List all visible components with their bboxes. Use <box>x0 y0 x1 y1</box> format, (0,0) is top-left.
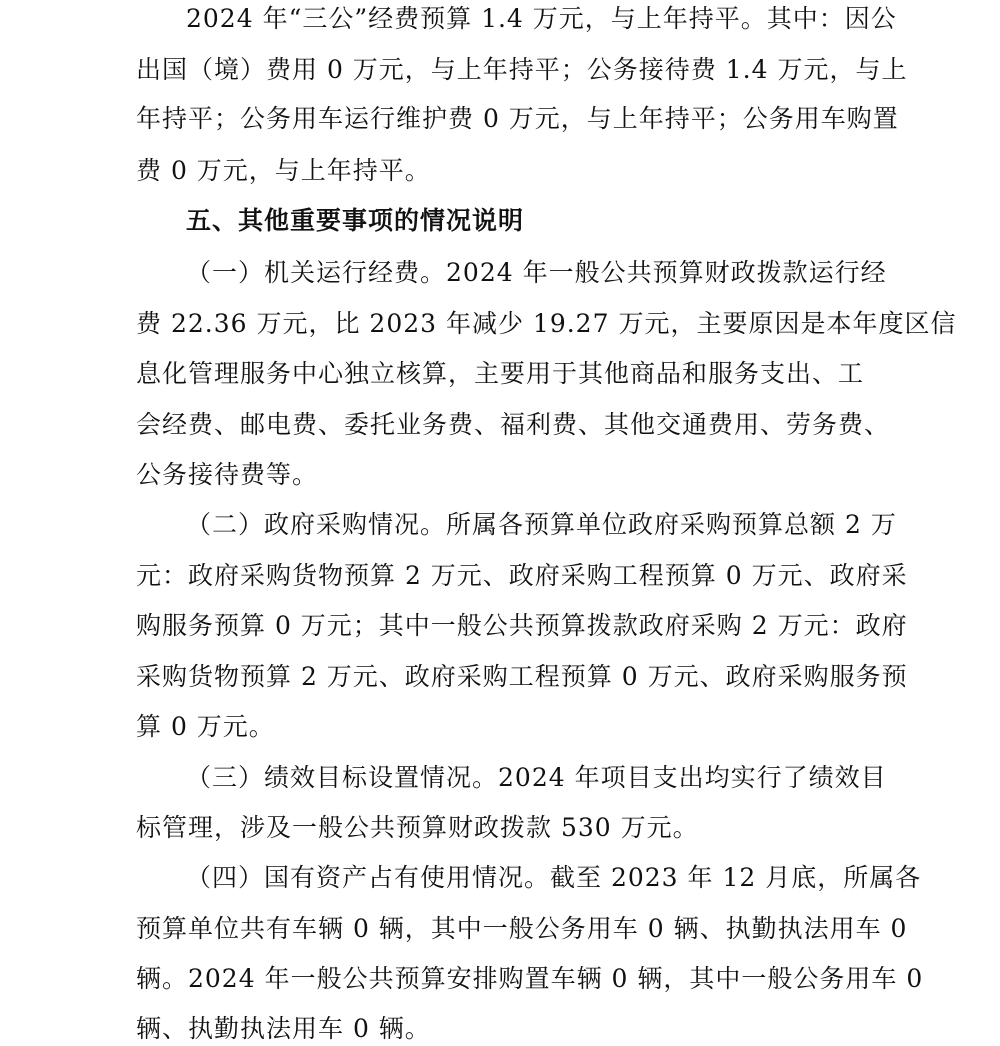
item-2-title: （二）政府采购情况。 <box>186 510 447 539</box>
paragraph-line: 算 0 万元。 <box>136 712 275 741</box>
paragraph-line: 购服务预算 0 万元；其中一般公共预算拨款政府采购 2 万元：政府 <box>136 611 908 640</box>
item-3-title: （三）绩效目标设置情况。 <box>186 763 499 792</box>
paragraph-line: 公务接待费等。 <box>136 460 319 489</box>
paragraph-line: 会经费、邮电费、委托业务费、福利费、其他交通费用、劳务费、 <box>136 410 891 439</box>
item-1-title: （一）机关运行经费。 <box>186 258 447 287</box>
paragraph-line: 息化管理服务中心独立核算，主要用于其他商品和服务支出、工 <box>136 359 865 388</box>
item-2-first-line <box>186 508 897 542</box>
paragraph-line: 出国（境）费用 0 万元，与上年持平；公务接待费 1.4 万元，与上 <box>136 55 908 84</box>
item-2-text: 所属各预算单位政府采购预算总额 2 万 <box>446 510 897 539</box>
item-3-text: 2024 年项目支出均实行了绩效目 <box>498 763 887 792</box>
paragraph-line: 采购货物预算 2 万元、政府采购工程预算 0 万元、政府采购服务预 <box>136 662 908 691</box>
item-3-first-line <box>186 761 887 795</box>
paragraph-line: 2024 年“三公”经费预算 1.4 万元，与上年持平。其中：因公 <box>186 4 897 33</box>
item-4-text: 截至 2023 年 12 月底，所属各 <box>550 863 922 892</box>
paragraph-line: 年持平；公务用车运行维护费 0 万元，与上年持平；公务用车购置 <box>136 104 899 133</box>
paragraph-line: 预算单位共有车辆 0 辆，其中一般公务用车 0 辆、执勤执法用车 0 <box>136 914 908 943</box>
paragraph-line: 费 22.36 万元，比 2023 年减少 19.27 万元，主要原因是本年度区信 <box>136 309 957 338</box>
paragraph-line: 费 0 万元，与上年持平。 <box>136 156 431 185</box>
paragraph-line: 辆。2024 年一般公共预算安排购置车辆 0 辆，其中一般公务用车 0 <box>136 964 924 993</box>
paragraph-line: 标管理，涉及一般公共预算财政拨款 530 万元。 <box>136 813 699 842</box>
paragraph-line: 辆、执勤执法用车 0 辆。 <box>136 1014 431 1043</box>
item-4-first-line <box>186 861 921 895</box>
section-heading: 五、其他重要事项的情况说明 <box>186 206 525 235</box>
item-4-title: （四）国有资产占有使用情况。 <box>186 863 551 892</box>
item-1-first-line <box>186 256 887 290</box>
item-1-text: 2024 年一般公共预算财政拨款运行经 <box>446 258 887 287</box>
paragraph-line: 元：政府采购货物预算 2 万元、政府采购工程预算 0 万元、政府采 <box>136 561 908 590</box>
